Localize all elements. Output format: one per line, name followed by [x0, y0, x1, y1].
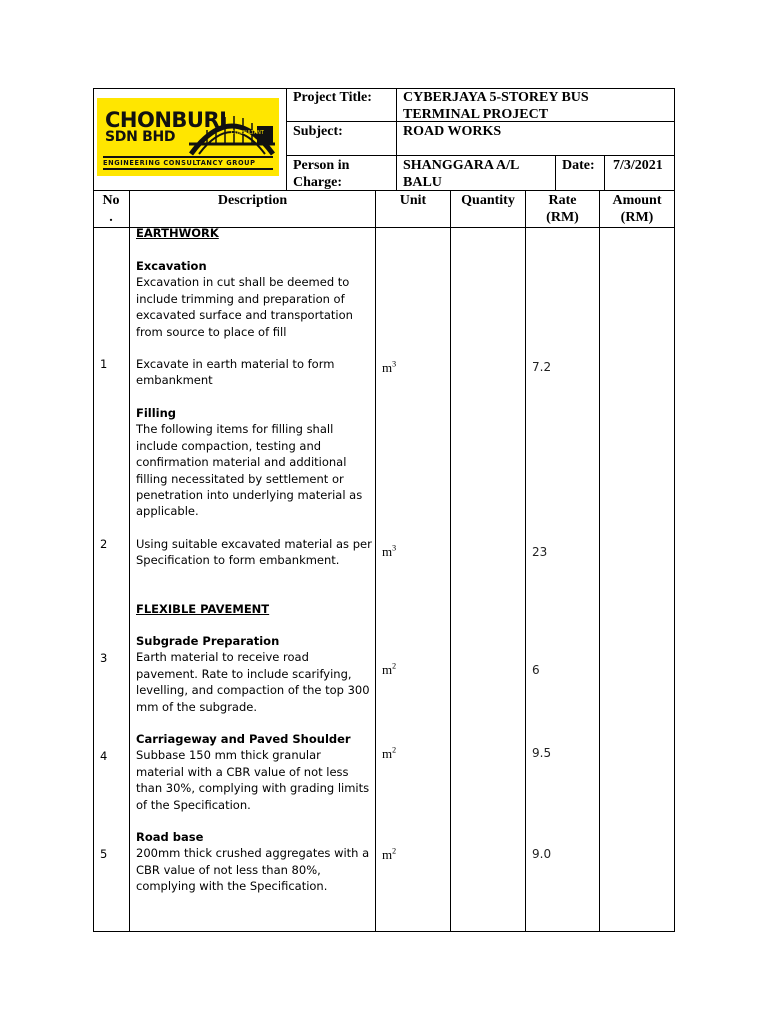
company-logo	[97, 98, 279, 176]
column-header-unit: Unit	[399, 193, 427, 208]
item-number: 5	[100, 847, 108, 861]
person-in-charge-value: SHANGGARA A/L BALU	[403, 158, 520, 190]
item-unit: $m^3$	[382, 359, 397, 375]
item-unit: $m^3$	[382, 543, 397, 559]
date-value: 7/3/2021	[613, 158, 663, 173]
item-number: 3	[100, 651, 108, 665]
item-number: 4	[100, 749, 108, 763]
item-rate: 6	[532, 663, 540, 677]
logo-tagline: ENGINEERING CONSULTANCY GROUP	[103, 159, 256, 167]
item-description: Carriageway and Paved Shoulder Subbase 150 mm thick granular material with a CBR value of not less than 30%, complying with grading limits of the Specification.	[136, 732, 370, 812]
section-heading-earthwork: EARTHWORK	[136, 226, 219, 240]
column-header-no: No .	[102, 193, 120, 225]
item-rate: 23	[532, 545, 548, 559]
item-unit: $m^2$	[382, 745, 397, 761]
column-header-quantity: Quantity	[461, 193, 515, 208]
item-number: 1	[100, 357, 108, 371]
item-rate: 7.2	[532, 360, 552, 374]
date-label: Date:	[562, 158, 595, 173]
item-number: 2	[100, 537, 108, 551]
project-title-label: Project Title:	[293, 90, 372, 105]
excavation-block: Excavation Excavation in cut shall be deemed to include trimming and preparation of excavated surface and transportation from source to place of fill	[136, 259, 353, 339]
item-unit: $m^2$	[382, 846, 397, 862]
bridge-icon	[189, 104, 275, 156]
item-unit: $m^2$	[382, 661, 397, 677]
item-rate: 9.5	[532, 746, 552, 760]
subject-label: Subject:	[293, 124, 343, 139]
filling-block: Filling The following items for filling shall include compaction, testing and confirmation material and additional filling necessitated by settlement or penetration into underlying material as applicable.	[136, 406, 363, 519]
subject-value: ROAD WORKS	[403, 124, 502, 139]
logo-divider	[103, 156, 273, 158]
section-heading-flexible-pavement: FLEXIBLE PAVEMENT	[136, 602, 270, 616]
svg-text:CONSULTANT: CONSULTANT	[231, 130, 264, 136]
logo-name: CHONBURI	[105, 108, 227, 132]
item-description: Excavate in earth material to form embankment	[136, 357, 335, 388]
person-in-charge-label: Person in Charge:	[293, 158, 350, 190]
item-description: Using suitable excavated material as per Specification to form embankment.	[136, 537, 372, 568]
item-description: Road base 200mm thick crushed aggregates with a CBR value of not less than 80%, complying with the Specification.	[136, 830, 370, 894]
column-header-description: Description	[217, 193, 288, 208]
logo-divider	[103, 168, 273, 170]
item-rate: 9.0	[532, 847, 552, 861]
column-header-amount: Amount (RM)	[612, 193, 662, 225]
project-title-value: CYBERJAYA 5-STOREY BUS TERMINAL PROJECT	[403, 90, 589, 122]
item-description: Subgrade Preparation Earth material to receive road pavement. Rate to include scarifying, levelling, and compaction of the top 300 mm of the subgrade.	[136, 634, 370, 714]
column-header-rate: Rate (RM)	[546, 193, 579, 225]
logo-subtitle: SDN BHD	[105, 129, 176, 145]
